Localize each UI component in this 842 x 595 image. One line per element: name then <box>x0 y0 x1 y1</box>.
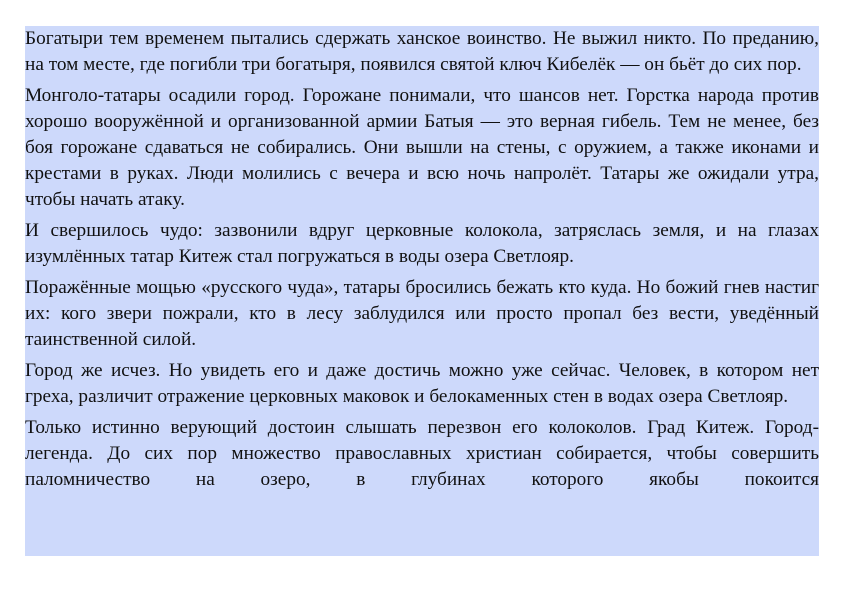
paragraph-1: Богатыри тем временем пытались сдержать ханское воинство. Не выжил никто. По преданию, на том месте, где погибли три богатыря, появился святой ключ Кибелёк — он бьёт до сих пор. <box>25 28 819 75</box>
paragraph-4: Поражённые мощью «русского чуда», татары бросились бежать кто куда. Но божий гнев настиг их: кого звери пожрали, кто в лесу заблудился или просто пропал без вести, уведённый таинственной силой. <box>25 277 819 350</box>
paragraph-2: Монголо-татары осадили город. Горожане понимали, что шансов нет. Горстка народа против хорошо вооружённой и организованной армии Батыя — это верная гибель. Тем не менее, без боя горожане сдаваться не собирались. Они вышли на стены, с оружием, а также иконами и крестами в руках. Люди молились с вечера и всю ночь напролёт. Татары же ожидали утра, чтобы начать атаку. <box>25 85 819 210</box>
paragraph-5: Город же исчез. Но увидеть его и даже достичь можно уже сейчас. Человек, в котором нет греха, различит отражение церковных маковок и белокаменных стен в водах озера Светлояр. <box>25 360 819 407</box>
paragraph-6: Только истинно верующий достоин слышать перезвон его колоколов. Град Китеж. Город-легенда. До сих пор множество православных христиан собирается, чтобы совершить паломничество на озеро, в глубинах которого якобы покоится <box>25 417 819 490</box>
paragraph-3: И свершилось чудо: зазвонили вдруг церковные колокола, затряслась земля, и на глазах изумлённых татар Китеж стал погружаться в воды озера Светлояр. <box>25 220 819 267</box>
highlighted-text-block <box>25 26 819 556</box>
